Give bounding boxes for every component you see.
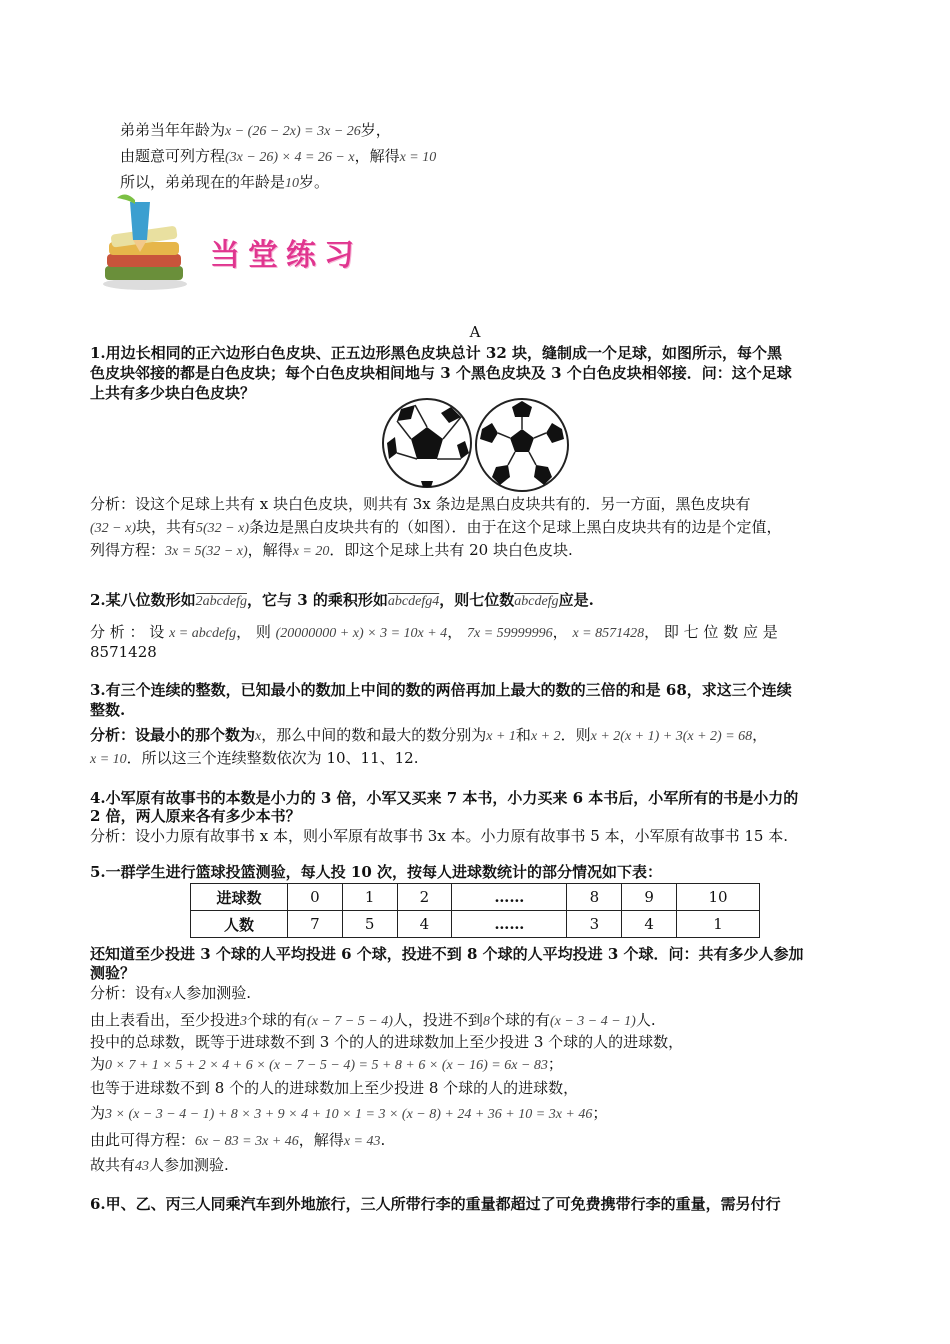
table-cell: 4 (397, 911, 452, 938)
math: x + 1 (486, 729, 516, 744)
q5-answer-2 (90, 1010, 656, 1032)
text: 由上表看出，至少投进 (90, 1011, 241, 1029)
math: 7x = 59999996 (466, 626, 553, 641)
q6-text-1: 6.甲、乙、丙三人同乘汽车到外地旅行，三人所带行李的重量都超过了可免费携带行李的重量，需另付行 (90, 1195, 781, 1213)
math: 6x − 83 = 3x + 46 (195, 1134, 299, 1149)
q5-answer-1 (90, 983, 251, 1005)
q5-text-3: 测验？ (90, 964, 136, 982)
intro-line-2 (120, 146, 436, 168)
math: x = 8571428 (572, 626, 645, 641)
table-cell: 7 (288, 911, 343, 938)
table-cell: 8 (567, 884, 622, 911)
books-icon (95, 192, 195, 292)
math: (32 − x) (90, 521, 136, 536)
soccer-ball-image (474, 397, 570, 493)
q1-text-1: 1.用边长相同的正六边形白色皮块、正五边形黑色皮块总计 32 块，缝制成一个足球，如图所示，每个黑 (90, 344, 782, 362)
q3-text-1: 3.有三个连续的整数，已知最小的数加上中间的数的两倍再加上最大的数的三倍的和是 68，求这三个连续 (90, 681, 792, 699)
text: 为 (90, 1055, 106, 1073)
table-cell: 5 (342, 911, 397, 938)
table-cell: 1 (677, 911, 760, 938)
text: 为 (90, 1104, 106, 1122)
text: 列得方程： (90, 541, 166, 559)
math: x = 10 (90, 752, 127, 767)
math: abcdefg4 (387, 594, 440, 609)
text: ．即这个足球上共有 20 块白色皮块. (329, 541, 573, 559)
q3-text-2: 整数. (90, 701, 126, 719)
table-cell: 2 (397, 884, 452, 911)
math: 10 (285, 176, 300, 191)
math: x + 2 (530, 729, 561, 744)
table-cell: 0 (288, 884, 343, 911)
text: ，解得 (247, 541, 293, 559)
text: 由此可得方程： (90, 1131, 196, 1149)
soccer-ball-image (381, 397, 473, 489)
q1-answer-2 (90, 517, 782, 539)
math: (x − 7 − 5 − 4) (307, 1014, 393, 1029)
text: 人，投进不到 (392, 1011, 483, 1029)
q1-answer-1: 分析：设这个足球上共有 x 块白色皮块，则共有 3x 条边是黑白皮块共有的．另一方面，黑色皮块有 (90, 495, 751, 513)
math: (x − 3 − 4 − 1) (549, 1014, 636, 1029)
q5-text-2: 还知道至少投进 3 个球的人平均投进 6 个球，投进不到 8 个球的人平均投进 3 个球．问：共有多少人参加 (90, 945, 804, 963)
text: ，则七位数 (439, 591, 515, 609)
intro-line-3 (120, 172, 329, 194)
level-label: A (469, 323, 481, 341)
math: 3 × (x − 3 − 4 − 1) + 8 × 3 + 9 × 4 + 10 × 1 = 3 × (x − 8) + 24 + 36 + 10 = 3x + 46 (105, 1107, 593, 1122)
table-cell: …… (452, 884, 567, 911)
text: 和 (515, 726, 531, 744)
text: 弟弟当年年龄为 (120, 121, 226, 139)
math: x (165, 987, 172, 1002)
q5-answer-3: 投中的总球数，既等于进球数不到 3 个的人的进球数加上至少投进 3 个球的人的进球数， (90, 1033, 684, 1051)
text: 故共有 (90, 1156, 136, 1174)
math: 43 (135, 1159, 150, 1174)
text: ，解得 (354, 147, 400, 165)
text: 个球的有 (247, 1011, 308, 1029)
q5-text-1: 5.一群学生进行篮球投篮测验，每人投 10 次，按每人进球数统计的部分情况如下表： (90, 863, 662, 881)
q5-answer-4 (90, 1054, 563, 1076)
math: 2abcdefg (195, 594, 247, 609)
q2-answer-1 (90, 622, 778, 644)
text: 所以，弟弟现在的年龄是 (120, 173, 286, 191)
text: ，解得 (298, 1131, 344, 1149)
math: x + 2(x + 1) + 3(x + 2) = 68 (590, 729, 753, 744)
text: ．所以这三个连续整数依次为 10、11、12. (126, 749, 419, 767)
text: ．则 (560, 726, 591, 744)
q3-answer-2 (90, 748, 418, 770)
table-cell: 3 (567, 911, 622, 938)
text: 人参加测验. (171, 984, 252, 1002)
table-cell: …… (452, 911, 567, 938)
math: x = 20 (292, 544, 330, 559)
table-cell: 4 (622, 911, 677, 938)
text: 由题意可列方程 (120, 147, 226, 165)
text: ， (752, 726, 768, 744)
math: x = 43 (343, 1134, 381, 1149)
math: 5(32 − x) (196, 521, 250, 536)
math: x − (26 − 2x) = 3x − 26 (225, 124, 361, 139)
q1-text-2: 色皮块邻接的都是白色皮块；每个白色皮块相间地与 3 个黑色皮块及 3 个白色皮块相邻接．问：这个足球 (90, 364, 792, 382)
text: ，它与 3 的乘积形如 (247, 591, 388, 609)
text: ； (547, 1055, 563, 1073)
math: 3x = 5(32 − x) (165, 544, 248, 559)
text: 分析：设最小的那个数为 (90, 726, 256, 744)
text: ， (447, 623, 463, 641)
math: 3 (240, 1014, 248, 1029)
text: 块，共有 (136, 518, 197, 536)
text: ， 则 (236, 623, 271, 641)
q3-answer-1 (90, 725, 767, 747)
math: x (255, 729, 262, 744)
table-cell: 1 (342, 884, 397, 911)
text: 分 析 ： 设 (90, 623, 165, 641)
math: x = 10 (399, 150, 437, 165)
text: ， (552, 623, 568, 641)
q1-text-3: 上共有多少块白色皮块？ (90, 384, 256, 402)
text: . (380, 1131, 386, 1149)
table-cell: 10 (677, 884, 760, 911)
q5-answer-8 (90, 1155, 229, 1177)
q5-answer-5: 也等于进球数不到 8 个的人的进球数加上至少投进 8 个球的人的进球数， (90, 1079, 579, 1097)
math: 8 (482, 1014, 490, 1029)
text: 条边是黑白皮块共有的（如图）．由于在这个足球上黑白皮块共有的边是个定值， (249, 518, 782, 536)
intro-line-1 (120, 120, 391, 142)
text: ； (592, 1104, 608, 1122)
text: 个球的有 (489, 1011, 550, 1029)
q5-answer-7 (90, 1130, 385, 1152)
math: x = abcdefg (169, 626, 237, 641)
text: 2.某八位数形如 (90, 591, 196, 609)
stats-table (190, 883, 760, 938)
text: 人参加测验. (149, 1156, 229, 1174)
text: 岁， (360, 121, 391, 139)
q4-text-1: 4.小军原有故事书的本数是小力的 3 倍，小军又买来 7 本书，小力买来 6 本书后，小军所有的书是小力的 (90, 789, 799, 807)
q5-answer-6 (90, 1103, 607, 1125)
table-row (191, 911, 760, 938)
math: (3x − 26) × 4 = 26 − x (225, 150, 355, 165)
text: 人. (635, 1011, 656, 1029)
text: 分析：设有 (90, 984, 166, 1002)
q4-answer: 分析：设小力原有故事书 x 本，则小军原有故事书 3x 本。小力原有故事书 5 本，小军原有故事书 15 本. (90, 827, 789, 845)
text: ， 即 七 位 数 应 是 (644, 623, 778, 641)
q2-text (90, 590, 594, 612)
text: ，那么中间的数和最大的数分别为 (261, 726, 487, 744)
math: (20000000 + x) × 3 = 10x + 4 (275, 626, 448, 641)
table-row (191, 884, 760, 911)
text: 岁。 (299, 173, 330, 191)
text: 应是. (558, 591, 594, 609)
q1-answer-3 (90, 540, 573, 562)
table-cell: 9 (622, 884, 677, 911)
q4-text-2: 2 倍，两人原来各有多少本书？ (90, 807, 301, 825)
q2-answer-2: 8571428 (90, 643, 157, 661)
table-cell: 人数 (191, 911, 288, 938)
math: abcdefg (514, 594, 559, 609)
section-title: 当堂练习 (210, 238, 362, 273)
math: 0 × 7 + 1 × 5 + 2 × 4 + 6 × (x − 7 − 5 − 4) = 5 + 8 + 6 × (x − 16) = 6x − 83 (105, 1058, 548, 1073)
table-cell: 进球数 (191, 884, 288, 911)
